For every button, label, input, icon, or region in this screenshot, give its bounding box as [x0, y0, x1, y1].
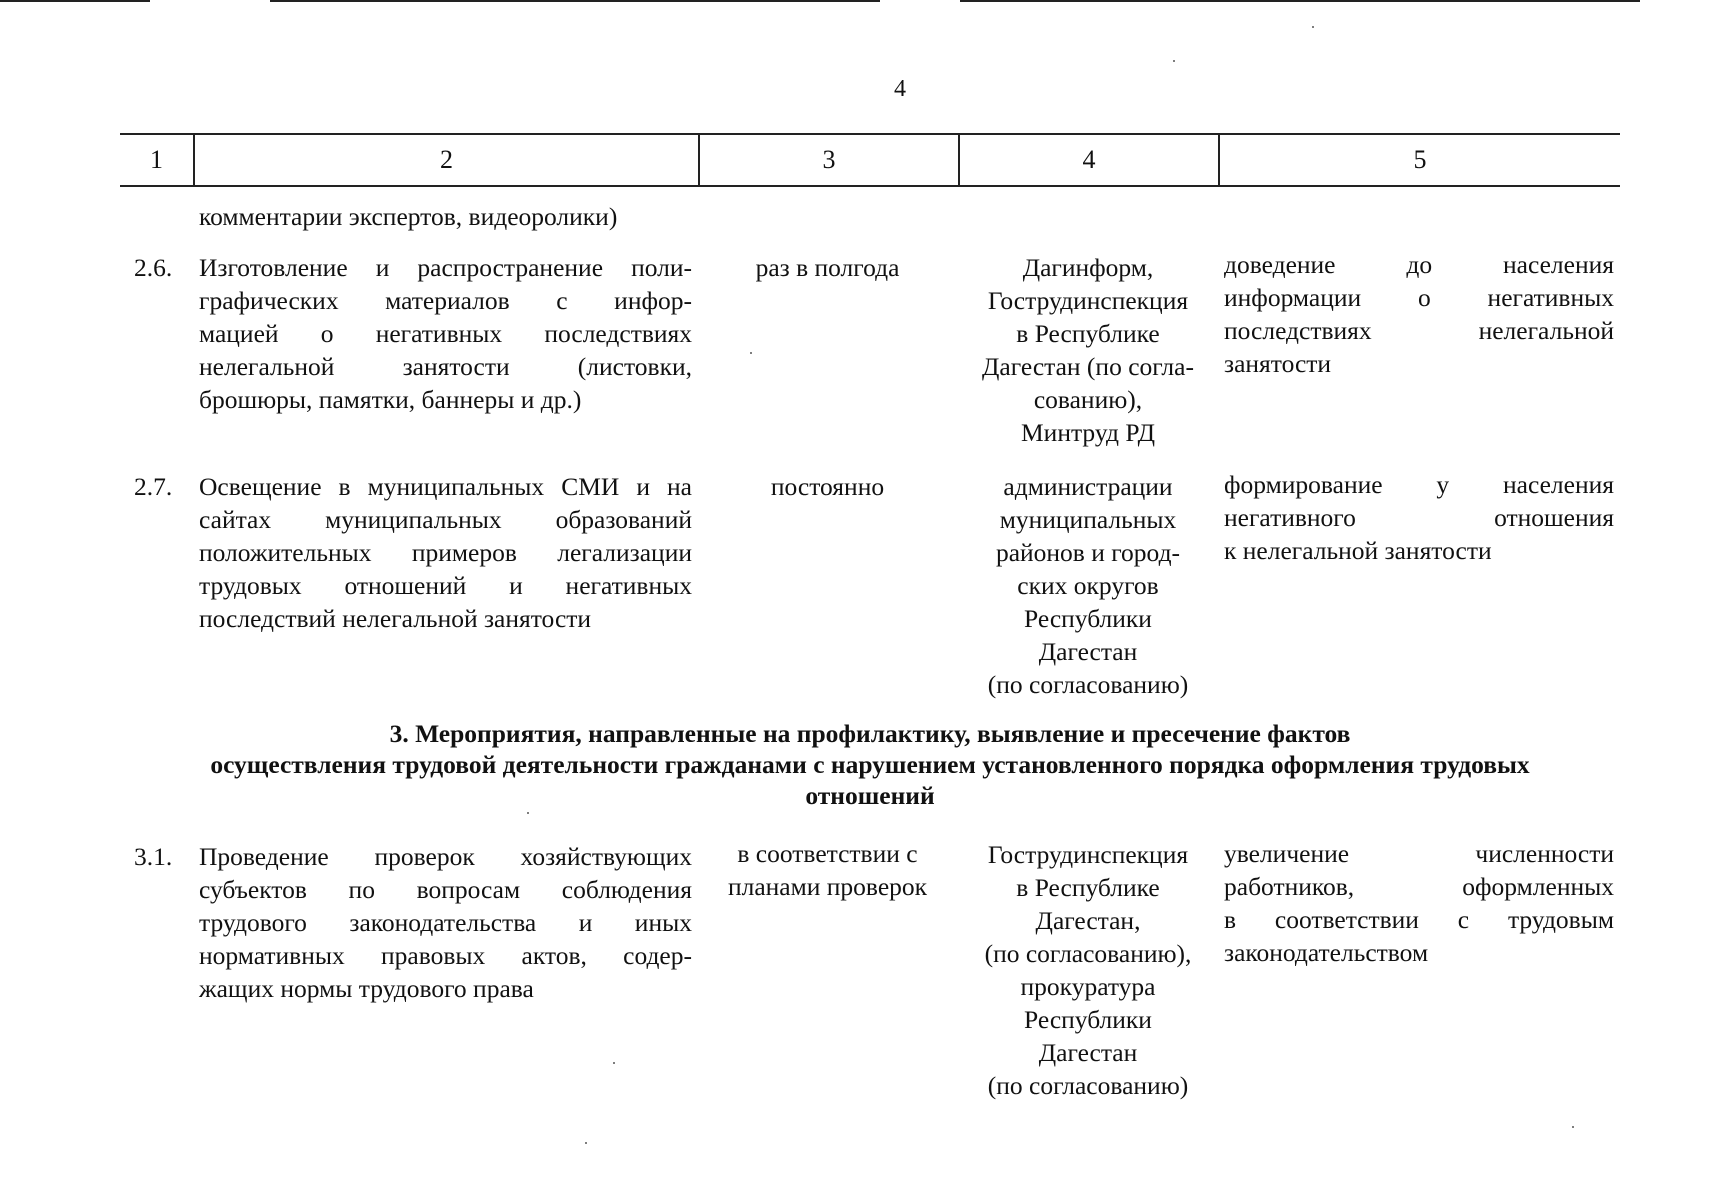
- result-line: в соответствии с трудовым: [1224, 905, 1614, 934]
- action-line: трудового законодательства и иных: [199, 908, 692, 937]
- result-line: негативного отношения: [1224, 503, 1614, 532]
- action-line: нормативных правовых актов, содер-: [199, 941, 692, 970]
- scan-speck: [527, 812, 529, 814]
- executor-line: ских округов: [1017, 571, 1159, 600]
- action-line: нелегальной занятости (листовки,: [199, 352, 692, 381]
- action-line: последствий нелегальной занятости: [199, 604, 592, 633]
- executor-line: Республики: [1024, 604, 1152, 633]
- action-line: жащих нормы трудового права: [199, 974, 534, 1003]
- scan-speck: [1312, 26, 1314, 28]
- scan-edge-line: [960, 0, 1640, 2]
- row-term: постоянно: [770, 472, 885, 501]
- row-result: [1224, 248, 1614, 380]
- row-term: [705, 837, 950, 903]
- header-col-1: 1: [150, 145, 163, 174]
- term-line: в соответствии с: [737, 839, 918, 868]
- result-line: законодательством: [1224, 938, 1429, 967]
- result-line: к нелегальной занятости: [1224, 536, 1492, 565]
- section-title-line: осуществления трудовой деятельности гражданами с нарушением установленного порядка оформления трудовых: [210, 750, 1530, 779]
- scan-speck: [585, 1142, 587, 1144]
- page-number: 4: [894, 76, 906, 102]
- row-number: 3.1.: [134, 842, 173, 871]
- executor-line: Республики: [1024, 1005, 1152, 1034]
- continuation-text: комментарии экспертов, видеоролики): [199, 202, 618, 231]
- executor-line: муниципальных: [999, 505, 1177, 534]
- result-line: последствиях нелегальной: [1224, 316, 1614, 345]
- executor-line: сованию),: [1033, 385, 1143, 414]
- scan-speck: [750, 352, 752, 354]
- executor-line: Дагестан,: [1035, 906, 1141, 935]
- row-number: 2.6.: [134, 253, 173, 282]
- action-line: брошюры, памятки, баннеры и др.): [199, 385, 582, 414]
- action-line: положительных примеров легализации: [199, 538, 692, 567]
- scan-speck: [1173, 60, 1175, 62]
- row-executor: [963, 470, 1213, 701]
- row-action: [199, 840, 692, 1005]
- header-col-4: 4: [958, 135, 1218, 185]
- scan-speck: [613, 1062, 615, 1064]
- executor-line: прокуратура: [1020, 972, 1156, 1001]
- row-executor: [963, 838, 1213, 1102]
- action-line: графических материалов с инфор-: [199, 286, 692, 315]
- result-line: занятости: [1224, 349, 1332, 378]
- row-action: [199, 251, 692, 416]
- row-number: 2.7.: [134, 472, 173, 501]
- executor-line: Дагестан (по согла-: [982, 352, 1194, 381]
- action-line: субъектов по вопросам соблюдения: [199, 875, 692, 904]
- executor-line: Дагестан: [1038, 1038, 1138, 1067]
- executor-line: Дагинформ,: [1022, 253, 1154, 282]
- table-header: [120, 133, 1620, 187]
- executor-line: Дагестан: [1038, 637, 1138, 666]
- result-line: доведение до населения: [1224, 250, 1614, 279]
- executor-line: в Республике: [1016, 873, 1160, 902]
- section-title-line: 3. Мероприятия, направленные на профилактику, выявление и пресечение фактов: [389, 719, 1351, 748]
- action-line: мацией о негативных последствиях: [199, 319, 692, 348]
- executor-line: районов и город-: [995, 538, 1181, 567]
- executor-line: (по согласованию),: [984, 939, 1192, 968]
- header-col-3: 3: [698, 135, 958, 185]
- action-line: Проведение проверок хозяйствующих: [199, 842, 692, 871]
- executor-line: Гострудинспекция: [987, 840, 1189, 869]
- row-action: [199, 470, 692, 635]
- result-line: работников, оформленных: [1224, 872, 1614, 901]
- section-title: [120, 718, 1620, 811]
- row-term: раз в полгода: [755, 253, 900, 282]
- result-line: информации о негативных: [1224, 283, 1614, 312]
- executor-line: (по согласованию): [987, 1071, 1189, 1100]
- executor-line: (по согласованию): [987, 670, 1189, 699]
- row-result: [1224, 468, 1614, 567]
- action-line: трудовых отношений и негативных: [199, 571, 692, 600]
- result-line: формирование у населения: [1224, 470, 1614, 499]
- executor-line: Минтруд РД: [1021, 418, 1155, 447]
- executor-line: в Республике: [1016, 319, 1160, 348]
- scan-edge-line: [270, 0, 880, 2]
- scan-speck: [1572, 1126, 1574, 1128]
- section-title-line: отношений: [805, 781, 935, 810]
- action-line: сайтах муниципальных образований: [199, 505, 692, 534]
- header-col-2: 2: [193, 135, 698, 185]
- row-result: [1224, 837, 1614, 969]
- header-col-5: 5: [1218, 135, 1620, 185]
- result-line: увеличение численности: [1224, 839, 1614, 868]
- row-executor: [963, 251, 1213, 449]
- action-line: Изготовление и распространение поли-: [199, 253, 692, 282]
- executor-line: Гострудинспекция: [987, 286, 1189, 315]
- scan-edge-line: [0, 0, 150, 2]
- action-line: Освещение в муниципальных СМИ и на: [199, 472, 692, 501]
- term-line: планами проверок: [727, 872, 928, 901]
- executor-line: администрации: [1003, 472, 1173, 501]
